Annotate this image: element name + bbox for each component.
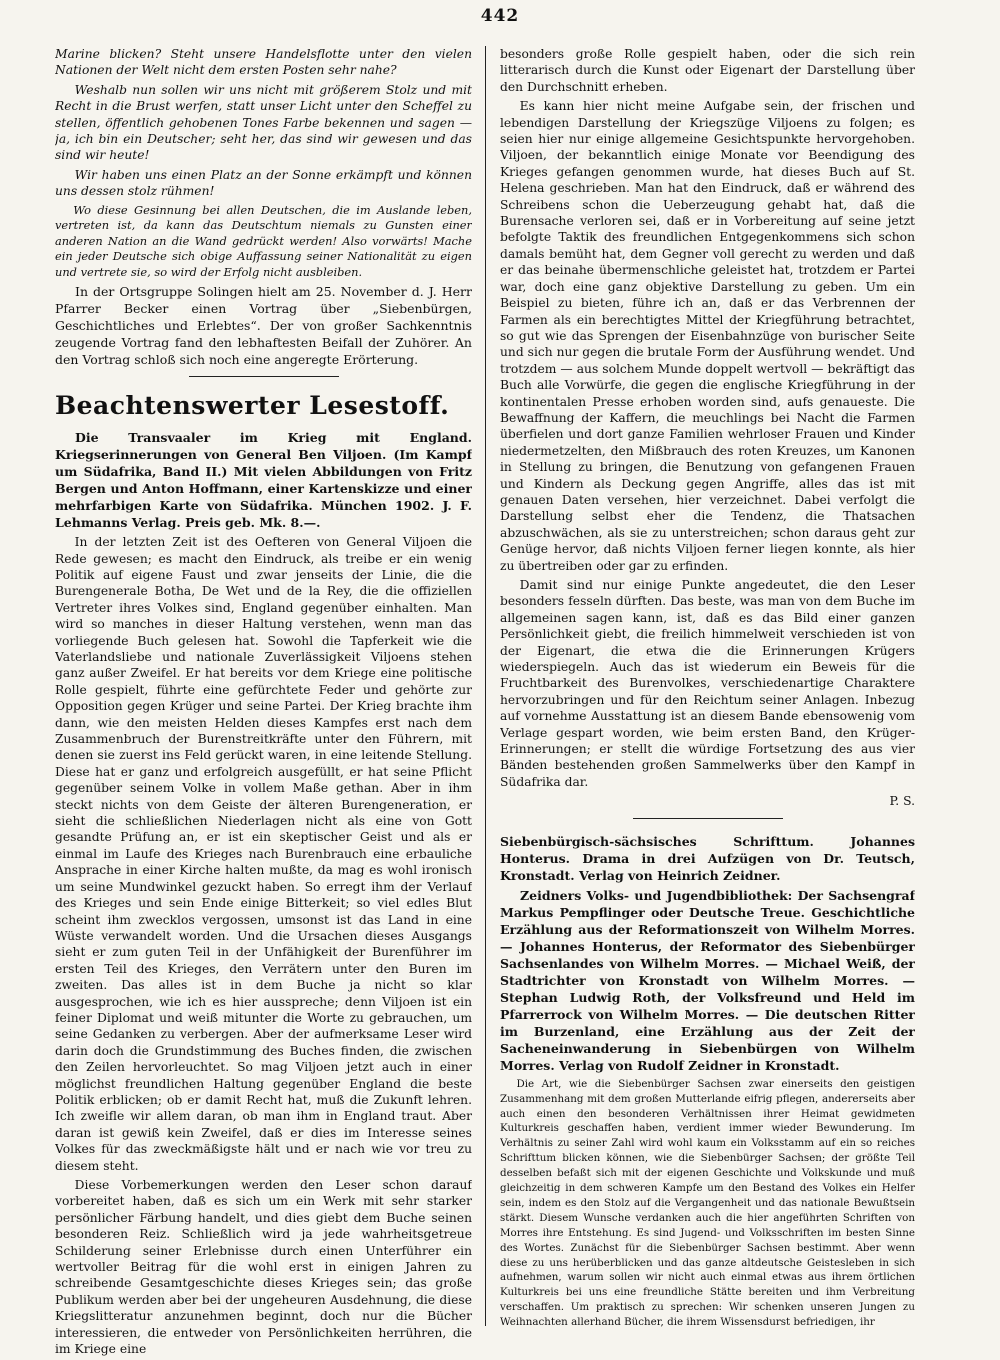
right-column: [500, 46, 915, 1333]
separator-rule: [633, 818, 783, 819]
signature-line: [500, 793, 915, 809]
book-heading: Zeidners Volks- und Jugendbibliothek: Der Sachsengraf Markus Pempflinger oder Deutsche Treue. Geschichtliche Erzählung aus der Reformationszeit von Wilhelm Morres. — Johannes Honterus, der Reformator des Siebenbürger Sachsenlandes von Wilhelm Morres. — Michael Weiß, der Stadtrichter von Kronstadt von Wilhelm Morres. — Stephan Ludwig Roth, der Volksfreund und Held im Pfarrerrock von Wilhelm Morres. — Die deutschen Ritter im Burzenland, eine Erzählung aus der Zeit der Sacheneinwanderung in Siebenbürgen von Wilhelm Morres. Verlag von Rudolf Zeidner in Kronstadt.: [500, 887, 915, 1073]
paragraph: Die Art, wie die Siebenbürger Sachsen zwar einerseits den geistigen Zusammenhang mit dem großen Mutterlande eifrig pflegen, andererseits aber auch einen den besonderen Verhältnissen ihrer Heimat gewidmeten Kulturkreis geschaffen haben, verdient immer wieder Bewunderung. Im Verhältnis zu seiner Zahl wird wohl kaum ein Volksstamm auf ein so reiches Schrifttum blicken können, wie die Siebenbürger Sachsen; der größte Teil desselben befaßt sich mit der eigenen Geschichte und Volkskunde und muß gleichzeitig in dem schweren Kampfe um den Bestand des Volkes ein Helfer sein, indem es den Stolz auf die Vergangenheit und das nationale Bewußtsein stärkt. Diesem Wunsche verdanken auch die hier angeführten Schriften von Morres ihre Entstehung. Es sind Jugend- und Volksschriften im besten Sinne des Wortes. Zunächst für die Siebenbürger Sachsen bestimmt. Aber wenn diese zu uns herüberblicken und das ganze altdeutsche Geistesleben in sich aufnehmen, warum sollen wir nicht auch einmal etwas aus ihrem örtlichen Kulturkreis bei uns eine freundliche Stätte bereiten und ihm Verbreitung verschaffen. Um praktisch zu sprechen: Wir schenken unseren Jungen zu Weihnachten allerhand Bücher, die ihrem Wissensdurst befriedigen, ihr: [500, 1077, 915, 1329]
paragraph: Wo diese Gesinnung bei allen Deutschen, die im Auslande leben, vertreten ist, da kann das Deutschtum niemals zu Gunsten einer anderen Nation an die Wand gedrückt werden! Also vorwärts! Mache ein jeder Deutsche sich obige Auffassung seiner Nationalität zu eigen und vertrete sie, so wird der Erfolg nicht ausbleiben.: [55, 202, 472, 279]
paragraph: Wir haben uns einen Platz an der Sonne erkämpft und können uns dessen stolz rühmen!: [55, 167, 472, 199]
book-heading: Siebenbürgisch-sächsisches Schrifttum. Johannes Honterus. Drama in drei Aufzügen von Dr. Teutsch, Kronstadt. Verlag von Heinrich Zeidner.: [500, 833, 915, 883]
paragraph: In der Ortsgruppe Solingen hielt am 25. November d. J. Herr Pfarrer Becker einen Vortrag über „Siebenbürgen, Geschichtliches und Erlebtes“. Der von großer Sachkenntnis zeugende Vortrag fand den lebhaftesten Beifall der Zuhörer. An den Vortrag schloß sich noch eine angeregte Erörterung.: [55, 284, 472, 368]
paragraph: besonders große Rolle gespielt haben, oder die sich rein litterarisch durch die Kunst oder Eigenart der Darstellung über den Durchschnitt erheben.: [500, 47, 915, 94]
paragraph: In der letzten Zeit ist des Oefteren von General Viljoen die Rede gewesen; es macht den Eindruck, als treibe er ein wenig Politik auf eigene Faust und zwar jenseits der Linie, die die Burengenerale Botha, De Wet und de la Rey, die die offiziellen Vertreter ihres Volkes sind, England gegenüber einhalten. Man wird so manches in dieser Haltung verstehen, wenn man das vorliegende Buch gelesen hat. Sowohl die Tapferkeit wie die Vaterlandsliebe und nationale Zuverlässigkeit Viljoens stehen ganz außer Zweifel. Er hat bereits vor dem Kriege eine politische Rolle gespielt, führte eine gefürchtete Feder und gehörte zur Opposition gegen Krüger und seine Partei. Der Krieg brachte ihm dann, wie den meisten Helden dieses Kampfes erst nach dem Zusammenbruch der Burenstreitkräfte unter den Führern, mit denen sie zuerst ins Feld gerückt waren, in eine leitende Stellung. Diese hat er ganz und erfolgreich ausgefüllt, er hat seine Pflicht gegenüber seinem Volke in vollem Maße gethan. Aber in ihm steckt nichts von dem Geiste der älteren Burengeneration, er sieht die schließlichen Niederlagen nicht als eine von Gott gesandte Prüfung an, er ist ein skeptischer Geist und als er einmal im Laufe des Krieges nach Burenbrauch eine erbauliche Ansprache in einer Kirche halten mußte, da mag es wohl ironisch um seine Mundwinkel gezuckt haben. So erregt ihm der Verlauf des Krieges und sein Ende einige Bitterkeit; so viel edles Blut scheint ihm zwecklos vergossen, umsonst ist das Land in eine Wüste verwandelt worden. Und die Ursachen dieses Ausgangs sieht er zum guten Teil in der Unfähigkeit der Burenführer im ersten Teil des Krieges, den Verrätern unter den Buren im zweiten. Das alles ist in dem Buche ja nicht so klar ausgesprochen, wie ich es hier ausspreche; denn Viljoen ist ein feiner Diplomat und weiß mitunter die Worte zu gebrauchen, um seine Gedanken zu verbergen. Aber der aufmerksame Leser wird darin doch die Grundstimmung des Buches finden, die zwischen den Zeilen hervorleuchtet. So mag Viljoen jetzt auch in einer möglichst freundlichen Haltung gegenüber England die beste Politik erblicken; ob er damit Recht hat, muß die Zukunft lehren. Ich zweifle wir allem daran, ob man ihm in England traut. Aber daran ist gewiß kein Zweifel, daß er dies im Interesse seines Volkes für das zweckmäßigste hält und er nach wie vor treu zu diesem steht.: [55, 535, 472, 1173]
book-heading: Die Transvaaler im Krieg mit England. Kriegserinnerungen von General Ben Viljoen. (Im Kampf um Südafrika, Band II.) Mit vielen Abbildungen von Fritz Bergen und Anton Hoffmann, einer Kartenskizze und einer mehrfarbigen Karte von Südafrika. München 1902. J. F. Lehmanns Verlag. Preis geb. Mk. 8.—.: [55, 430, 472, 531]
paragraph: Diese Vorbemerkungen werden den Leser schon darauf vorbereitet haben, daß es sich um ein Werk mit sehr starker persönlicher Färbung handelt, und dies giebt dem Buche seinen besonderen Reiz. Schließlich wird ja jede wahrheitsgetreue Schilderung seiner Erlebnisse durch einen Unterführer ein wertvoller Beitrag für die wohl erst in einigen Jahren zu schreibende Gesamtgeschichte dieses Krieges sein; das große Publikum werden aber bei der ungeheuren Ausdehnung, die diese Kriegslitteratur anzunehmen beginnt, doch nur die Bücher interessieren, die entweder von Persönlichkeiten herrühren, die im Kriege eine: [55, 1178, 472, 1357]
signature: P. S.: [889, 794, 915, 809]
paragraph: Marine blicken? Steht unsere Handelsflotte unter den vielen Nationen der Welt nicht dem ersten Posten sehr nahe?: [55, 47, 472, 78]
paragraph: Es kann hier nicht meine Aufgabe sein, der frischen und lebendigen Darstellung der Kriegszüge Viljoens zu folgen; es seien hier nur einige allgemeine Gesichtspunkte hervorgehoben. Viljoen, der bekanntlich einige Monate vor Beendigung des Krieges gefangen genommen wurde, hat dieses Buch auf St. Helena geschrieben. Man hat den Eindruck, daß er während des Schreibens schon die Ueberzeugung gehabt hat, daß die Burensache verloren sei, daß er in Vorbereitung auf seine jetzt befolgte Taktik des freundlichen Entgegenkommens sich schon damals bemüht hat, dem Gegner voll gerecht zu werden und daß er das beinahe übermenschliche geleistet hat, trotzdem er Partei war, doch eine ganz objektive Darstellung zu geben. Um ein Beispiel zu bieten, führe ich an, daß er das Verbrennen der Farmen als ein berechtigtes Mittel der Kriegführung betrachtet, so gut wie das Sprengen der Eisenbahnzüge von burischer Seite und sich nur gegen die brutale Form der Ausführung wendet. Und trotzdem — aus solchem Munde doppelt wertvoll — bekräftigt das Buch alle Vorwürfe, die gegen die englische Kriegführung in der kontinentalen Presse erhoben worden sind, aufs genaueste. Die Bewaffnung der Kaffern, die meuchlings bei Nacht die Farmen überfielen und dort ganze Familien wehrloser Frauen und Kinder niedermetzelten, den Mißbrauch des roten Kreuzes, um Kanonen in Stellung zu bringen, die Benutzung von gefangenen Frauen und Kindern als Deckung gegen Angriffe, alles das ist mit genauen Daten versehen, hier verzeichnet. Dabei verfolgt die Darstellung selbst eher die Tendenz, die Thatsachen abzuschwächen, als sie zu unterstreichen; schon daraus geht zur Genüge hervor, daß nichts Viljoen ferner liegen konnte, als hier zu übertreiben oder gar zu erfinden.: [500, 99, 915, 573]
section-title: Beachtenswerter Lesestoff.: [55, 391, 450, 421]
page-number: 442: [480, 6, 520, 26]
left-column: [55, 46, 472, 1360]
column-divider: [485, 46, 486, 1326]
separator-rule: [189, 376, 339, 377]
paragraph: Weshalb nun sollen wir uns nicht mit größerem Stolz und mit Recht in die Brust werfen, statt unser Licht unter den Scheffel zu stellen, öffentlich gehobenen Tones Farbe bekennen und sagen — ja, ich bin ein Deutscher; seht her, das sind wir gewesen und das sind wir heute!: [55, 82, 472, 163]
paragraph: Damit sind nur einige Punkte angedeutet, die den Leser besonders fesseln dürften. Das beste, was man von dem Buche im allgemeinen sagen kann, ist, daß es das Bild einer ganzen Persönlichkeit giebt, die freilich himmelweit verschieden ist von der Eigenart, die etwa die die Erinnerungen Krügers wiederspiegeln. Auch das ist wiederum ein Beweis für die Fruchtbarkeit des Burenvolkes, verschiedenartige Charaktere hervorzubringen und für den Reichtum seiner Anlagen. Inbezug auf vornehme Ausstattung ist an diesem Bande ebensowenig vom Verlage gespart worden, wie beim ersten Band, den Krüger-Erinnerungen; er stellt die würdige Fortsetzung des aus vier Bänden bestehenden großen Sammelwerks über den Kampf in Südafrika dar.: [500, 578, 915, 789]
